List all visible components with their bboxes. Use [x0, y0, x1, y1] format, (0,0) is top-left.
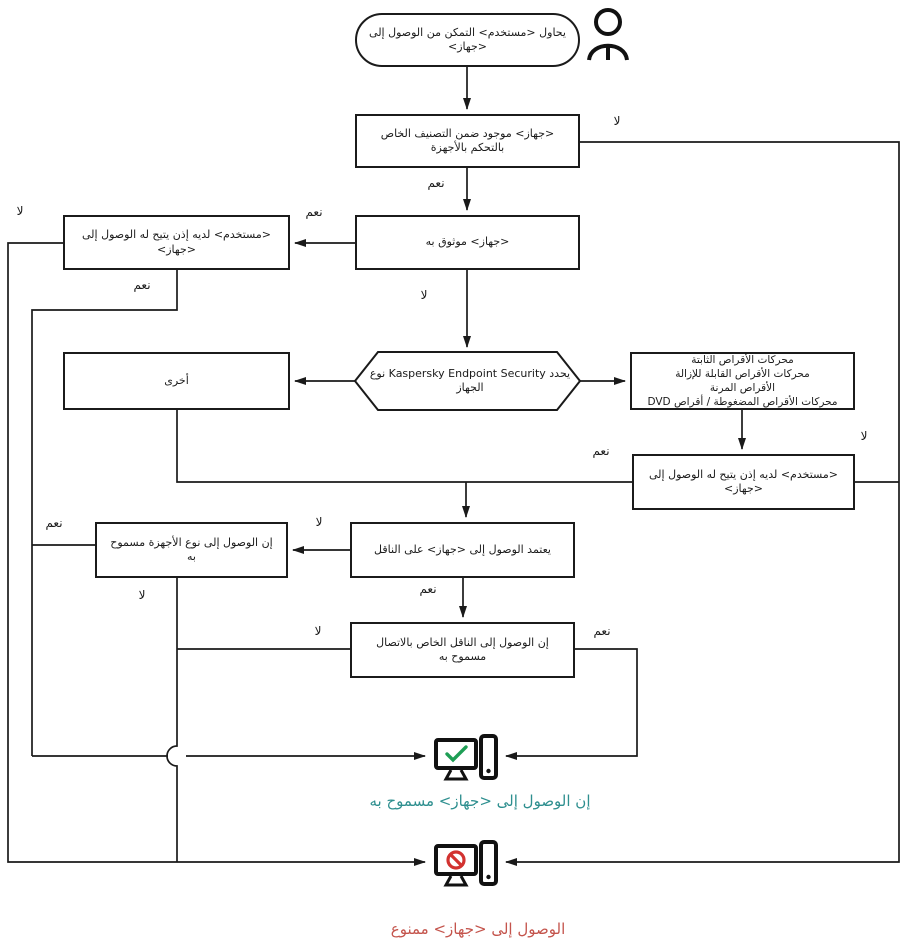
drive-type-line: محركات الأقراص الثابتة — [691, 354, 794, 366]
edge-label-trusted-yes: نعم — [305, 205, 323, 219]
edge-label-perm-trusted-yes: نعم — [133, 278, 151, 292]
edge-label-classification-no: لا — [613, 114, 621, 128]
access-allowed-caption: إن الوصول إلى <جهاز> مسموح به — [369, 792, 591, 810]
edge-label-perm-trusted-no: لا — [16, 204, 24, 218]
device-type-allowed-node: إن الوصول إلى نوع الأجهزة مسموح به — [95, 522, 288, 578]
edge-label-bus-dep-no: لا — [315, 515, 323, 529]
edge-other-and-perm-yes — [177, 410, 632, 482]
edge-label-type-allowed-yes: نعم — [45, 516, 63, 530]
drive-types-node — [630, 352, 855, 410]
drive-type-line: محركات الأقراص المضغوطة / أقراص DVD — [647, 396, 838, 408]
edge-label-bus-allowed-no: لا — [314, 624, 322, 638]
tower-button — [486, 875, 490, 879]
edge-label-classification-yes: نعم — [427, 176, 445, 190]
user-permission-type-node: <مستخدم> لديه إذن يتيح له الوصول إلى <جهاز> — [632, 454, 855, 510]
device-classification-node: <جهاز> موجود ضمن التصنيف الخاص بالتحكم بالأجهزة — [355, 114, 580, 168]
edge-label-bus-allowed-yes: نعم — [593, 624, 611, 638]
edge-perm-trusted-yes — [32, 270, 177, 756]
edge-label-type-allowed-no: لا — [138, 588, 146, 602]
start-node: يحاول <مستخدم> التمكن من الوصول إلى <جهاز> — [355, 13, 580, 67]
edge-label-bus-dep-yes: نعم — [419, 582, 437, 596]
other-device-type-node: أخرى — [63, 352, 290, 410]
monitor-stand — [446, 770, 466, 779]
device-trusted-node: <جهاز> موثوق به — [355, 215, 580, 270]
monitor-stand — [446, 876, 466, 885]
edge-label-trusted-no: لا — [420, 288, 428, 302]
edge-label-perm-type-yes: نعم — [592, 444, 610, 458]
drive-type-line: محركات الأقراص القابلة للإزالة — [675, 368, 810, 380]
drive-type-line: الأقراص المرنة — [709, 382, 776, 394]
edge-type-allowed-no-with-jump — [167, 578, 177, 862]
device-blocked-icon — [436, 842, 496, 885]
access-blocked-caption: الوصول إلى <جهاز> ممنوع — [390, 920, 566, 938]
user-icon — [589, 10, 627, 60]
user-head — [596, 10, 620, 34]
edge-label-perm-type-no: لا — [860, 429, 868, 443]
bus-dependent-node: يعتمد الوصول إلى <جهاز> على الناقل — [350, 522, 575, 578]
tower-button — [486, 769, 490, 773]
device-allowed-icon — [436, 736, 496, 779]
determine-device-type-node: يحدد Kaspersky Endpoint Security نوع الجهاز — [369, 366, 571, 394]
connection-bus-allowed-node: إن الوصول إلى الناقل الخاص بالاتصال مسموح به — [350, 622, 575, 678]
user-permission-trusted-node: <مستخدم> لديه إذن يتيح له الوصول إلى <جهاز> — [63, 215, 290, 270]
